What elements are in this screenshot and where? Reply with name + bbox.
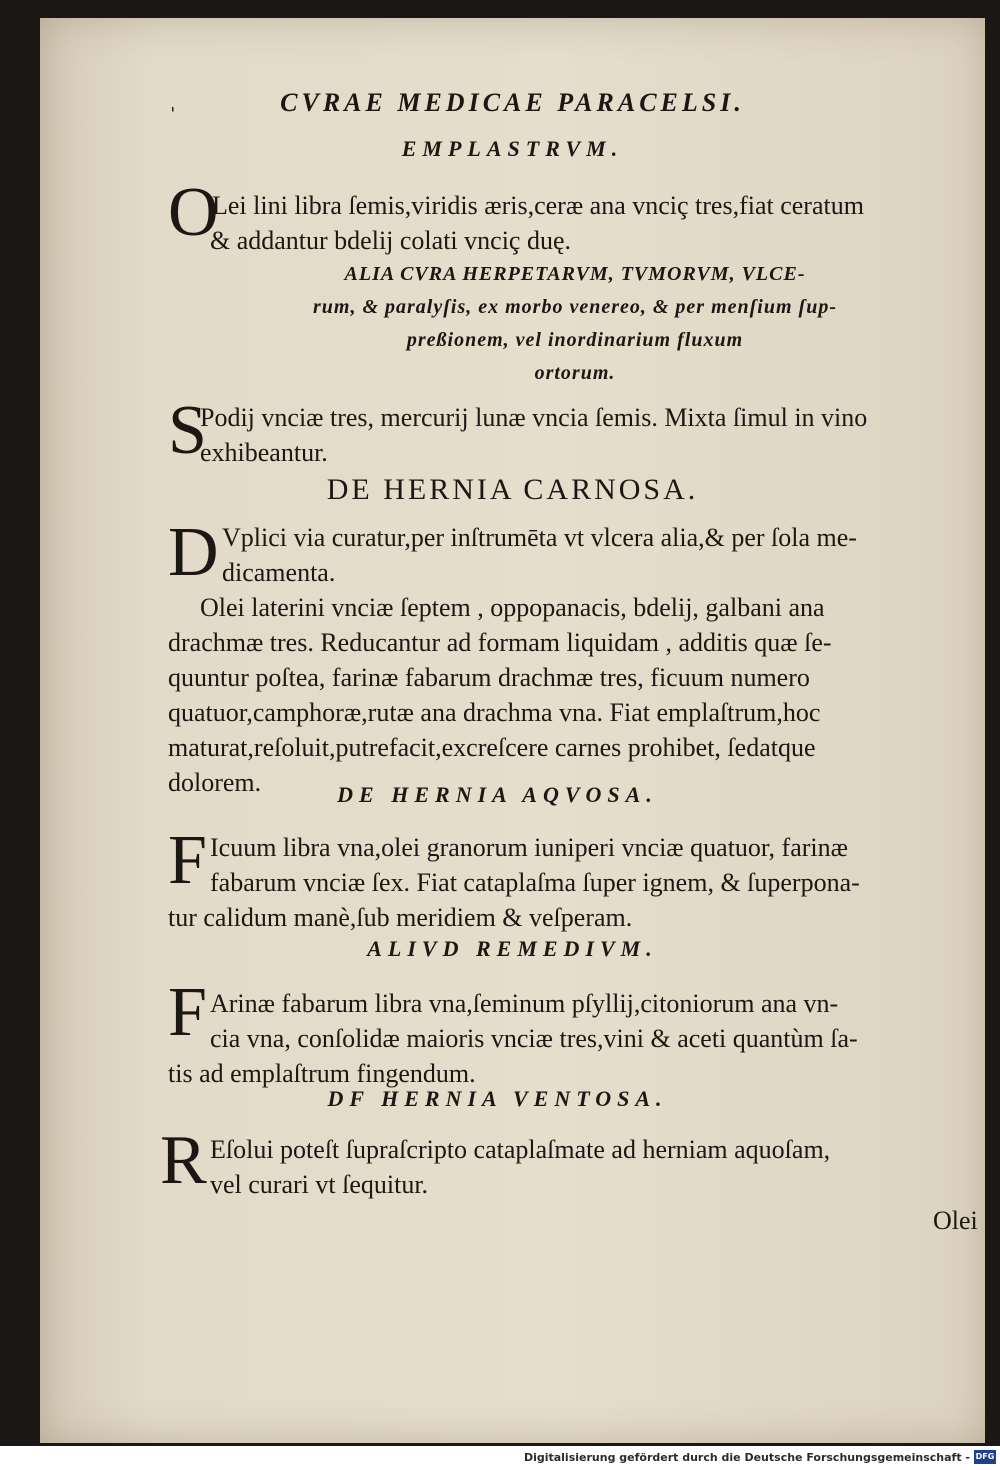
dropcap-d: D bbox=[168, 514, 219, 591]
text-line: vel curari vt ſequitur. bbox=[210, 1170, 429, 1199]
heading-emplastrum: EMPLASTRVM. bbox=[401, 136, 624, 161]
dropcap-o: O bbox=[168, 174, 219, 251]
text-line: dolorem. bbox=[168, 768, 262, 797]
paragraph-hernia-ventosa bbox=[40, 1132, 830, 1202]
text-line: Eſolui poteſt ſupraſcripto cataplaſmate ad herniam aquoſam, bbox=[210, 1135, 831, 1164]
paragraph-emplastrum bbox=[212, 188, 864, 258]
text-line: Vplici via curatur,per inſtrumēta vt vlcera alia,& per ſola me- bbox=[222, 523, 857, 552]
text-line: maturat,reſoluit,putrefacit,excreſcere carnes prohibet, ſedatque bbox=[168, 733, 816, 762]
dropcap-f-2: F bbox=[168, 974, 207, 1051]
text-line: Lei lini libra ſemis,viridis æris,ceræ ana vnciç tres,fiat ceratum bbox=[212, 191, 864, 220]
text-line: Icuum libra vna,olei granorum iuniperi vnciæ quatuor, farinæ bbox=[210, 833, 848, 862]
text-line: quuntur poſtea, farinæ fabarum drachmæ tres, ficuum numero bbox=[168, 663, 810, 692]
text-line: Podij vnciæ tres, mercurij lunæ vncia ſemis. Mixta ſimul in vino bbox=[200, 403, 868, 432]
heading-line: ALIA CVRA HERPETARVM, TVMORVM, VLCE- bbox=[344, 263, 806, 285]
text-line: cia vna, conſolidæ maioris vnciæ tres,vini & aceti quantùm ſa- bbox=[210, 1024, 858, 1053]
text-line: quatuor,camphoræ,rutæ ana drachma vna. Fiat emplaſtrum,hoc bbox=[168, 698, 821, 727]
dfg-logo-icon: DFG bbox=[974, 1450, 996, 1464]
dropcap-f: F bbox=[168, 822, 207, 899]
heading-aliud-remedium: ALIVD REMEDIVM. bbox=[367, 936, 658, 961]
text-line: drachmæ tres. Reducantur ad formam liquidam , additis quæ ſe- bbox=[168, 628, 832, 657]
text-line: Olei laterini vnciæ ſeptem , oppopanacis, bdelij, galbani ana bbox=[200, 593, 825, 622]
running-head: CVRAE MEDICAE PARACELSI. bbox=[280, 88, 745, 117]
title-hernia-carnosa: DE HERNIA CARNOSA. bbox=[326, 473, 699, 506]
text-line: Arinæ fabarum libra vna,ſeminum pſyllij,citoniorum ana vn- bbox=[210, 989, 839, 1018]
paragraph-alia-cura bbox=[200, 400, 867, 470]
footer-credit: Digitalisierung gefördert durch die Deutsche Forschungsgemeinschaft - bbox=[523, 1451, 970, 1464]
text-line: fabarum vnciæ ſex. Fiat cataplaſma ſuper ignem, & ſuperpona- bbox=[210, 868, 860, 897]
paragraph-hernia-carnosa bbox=[40, 514, 857, 800]
paragraph-aliud-remedium bbox=[40, 986, 858, 1091]
heading-hernia-ventosa: DF HERNIA VENTOSA. bbox=[327, 1086, 668, 1111]
catchword: Olei bbox=[933, 1206, 978, 1235]
footer-bar bbox=[0, 1446, 1000, 1470]
text-line: tur calidum manè,ſub meridiem & veſperam. bbox=[168, 903, 633, 932]
dropcap-r: R bbox=[160, 1122, 207, 1199]
book-page bbox=[40, 18, 985, 1443]
paragraph-hernia-aquosa bbox=[40, 830, 860, 935]
text-line: & addantur bdelij colati vnciç duę. bbox=[210, 226, 571, 255]
heading-alia-cura bbox=[235, 258, 915, 390]
heading-hernia-aquosa: DE HERNIA AQVOSA. bbox=[337, 782, 658, 807]
text-line: dicamenta. bbox=[222, 558, 336, 587]
page-mark: ˌ bbox=[170, 90, 176, 114]
text-line: tis ad emplaſtrum fingendum. bbox=[168, 1059, 476, 1088]
heading-line: preßionem, vel inordinarium fluxum bbox=[406, 329, 744, 351]
heading-line: ortorum. bbox=[534, 362, 616, 384]
dropcap-s: S bbox=[168, 392, 207, 469]
text-line: exhibeantur. bbox=[200, 438, 328, 467]
heading-line: rum, & paralyſis, ex morbo venereo, & per menſium ſup- bbox=[313, 296, 837, 318]
